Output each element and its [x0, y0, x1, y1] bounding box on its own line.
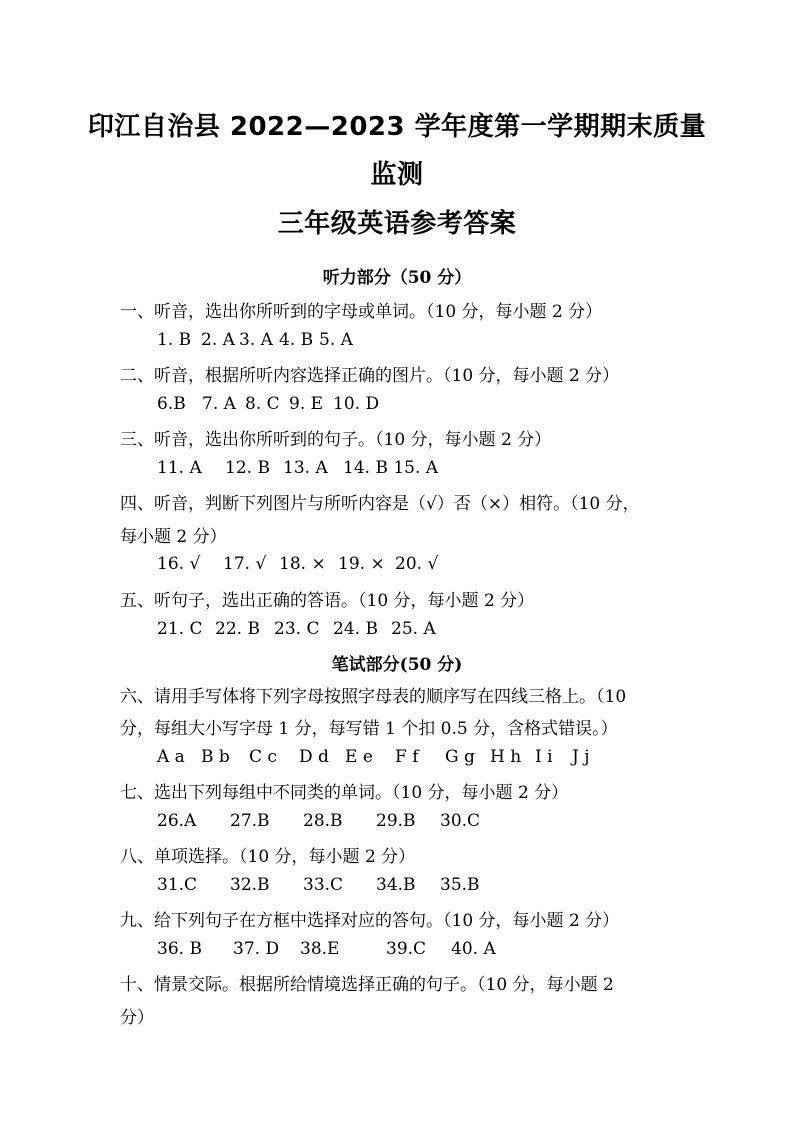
answer: 28.B — [303, 811, 343, 831]
answer: 31.C — [157, 875, 198, 895]
answer: 17. √ — [223, 554, 267, 574]
q6-instruction-line-1: 六、请用手写体将下列字母按照字母表的顺序写在四线三格上。（10 — [120, 687, 627, 707]
q1-instruction: 一、听音，选出你所听到的字母或单词。（10 分，每小题 2 分） — [120, 302, 603, 322]
listening-section-heading: 听力部分（50 分） — [322, 268, 472, 288]
answer: C c — [249, 747, 277, 767]
q8-answers — [157, 875, 480, 895]
q6-instruction-line-2: 分，每组大小写字母 1 分，每写错 1 个扣 0.5 分，含格式错误。） — [120, 719, 618, 739]
answer: 16. √ — [157, 554, 201, 574]
q9-answers — [157, 939, 496, 959]
page-subtitle: 三年级英语参考答案 — [277, 209, 517, 239]
q4-instruction-line-1: 四、听音，判断下列图片与所听内容是（√）否（×）相符。（10 分， — [120, 494, 640, 514]
q5-instruction: 五、听句子，选出正确的答语。（10 分，每小题 2 分） — [120, 591, 535, 611]
q9-instruction: 九、给下列句子在方框中选择对应的答句。（10 分，每小题 2 分） — [120, 911, 620, 931]
answer: 13. A — [283, 458, 328, 478]
answer: 2. A — [201, 330, 235, 350]
q1-answers — [157, 330, 353, 350]
q3-instruction: 三、听音，选出你所听到的句子。（10 分，每小题 2 分） — [120, 430, 552, 450]
q4-instruction-line-2: 每小题 2 分） — [120, 527, 227, 547]
answer: 5. A — [319, 330, 353, 350]
answer: 25. A — [391, 619, 436, 639]
answer: 30.C — [440, 811, 481, 831]
answer: D d — [299, 747, 329, 767]
answer: 4. B — [279, 330, 314, 350]
answer: F f — [395, 747, 419, 767]
answer: 6.B — [157, 394, 186, 414]
answer: 35.B — [440, 875, 480, 895]
q8-instruction: 八、单项选择。（10 分，每小题 2 分） — [120, 847, 416, 867]
answer: 9. E — [289, 394, 324, 414]
answer: 27.B — [230, 811, 270, 831]
answer: 36. B — [157, 939, 202, 959]
answer: 24. B — [333, 619, 378, 639]
writing-section-heading: 笔试部分(50 分) — [331, 655, 463, 675]
answer: 21. C — [157, 619, 203, 639]
answer: H h — [490, 747, 522, 767]
answer: 10. D — [333, 394, 380, 414]
answer: 39.C — [386, 939, 427, 959]
answer: 29.B — [376, 811, 416, 831]
q10-instruction-line-1: 十、情景交际。根据所给情境选择正确的句子。（10 分，每小题 2 — [120, 975, 614, 995]
answer: J j — [572, 747, 590, 767]
answer: 18. × — [279, 554, 326, 574]
q10-instruction-line-2: 分） — [120, 1008, 154, 1028]
answer: 33.C — [303, 875, 344, 895]
answer: A a — [157, 747, 185, 767]
answer: 20. √ — [395, 554, 439, 574]
answer: B b — [201, 747, 230, 767]
q7-answers — [157, 811, 480, 831]
answer: I i — [535, 747, 553, 767]
q5-answers — [157, 619, 436, 639]
q3-answers — [157, 458, 438, 478]
answer: 37. D — [233, 939, 280, 959]
answer: 8. C — [245, 394, 280, 414]
q7-instruction: 七、选出下列每组中不同类的单词。（10 分，每小题 2 分） — [120, 783, 569, 803]
answer: 19. × — [338, 554, 385, 574]
answer: 22. B — [215, 619, 260, 639]
q2-answers — [157, 394, 379, 414]
answer: G g — [445, 747, 475, 767]
page-title-line-2: 监测 — [370, 160, 424, 190]
answer: 11. A — [157, 458, 202, 478]
answer: 26.A — [157, 811, 197, 831]
answer: 1. B — [157, 330, 192, 350]
answer: 32.B — [230, 875, 270, 895]
answer: 38.E — [300, 939, 340, 959]
answer: 40. A — [451, 939, 496, 959]
answer: 7. A — [202, 394, 236, 414]
answer: 14. B 15. A — [343, 458, 439, 478]
answer: 12. B — [225, 458, 270, 478]
answer: 23. C — [274, 619, 320, 639]
answer: 34.B — [376, 875, 416, 895]
page-title-line-1: 印江自治县 2022—2023 学年度第一学期期末质量 — [87, 112, 707, 142]
answer: E e — [345, 747, 373, 767]
q6-answers — [157, 747, 590, 767]
answer: 3. A — [239, 330, 273, 350]
q4-answers — [157, 554, 438, 574]
q2-instruction: 二、听音，根据所听内容选择正确的图片。（10 分，每小题 2 分） — [120, 366, 620, 386]
